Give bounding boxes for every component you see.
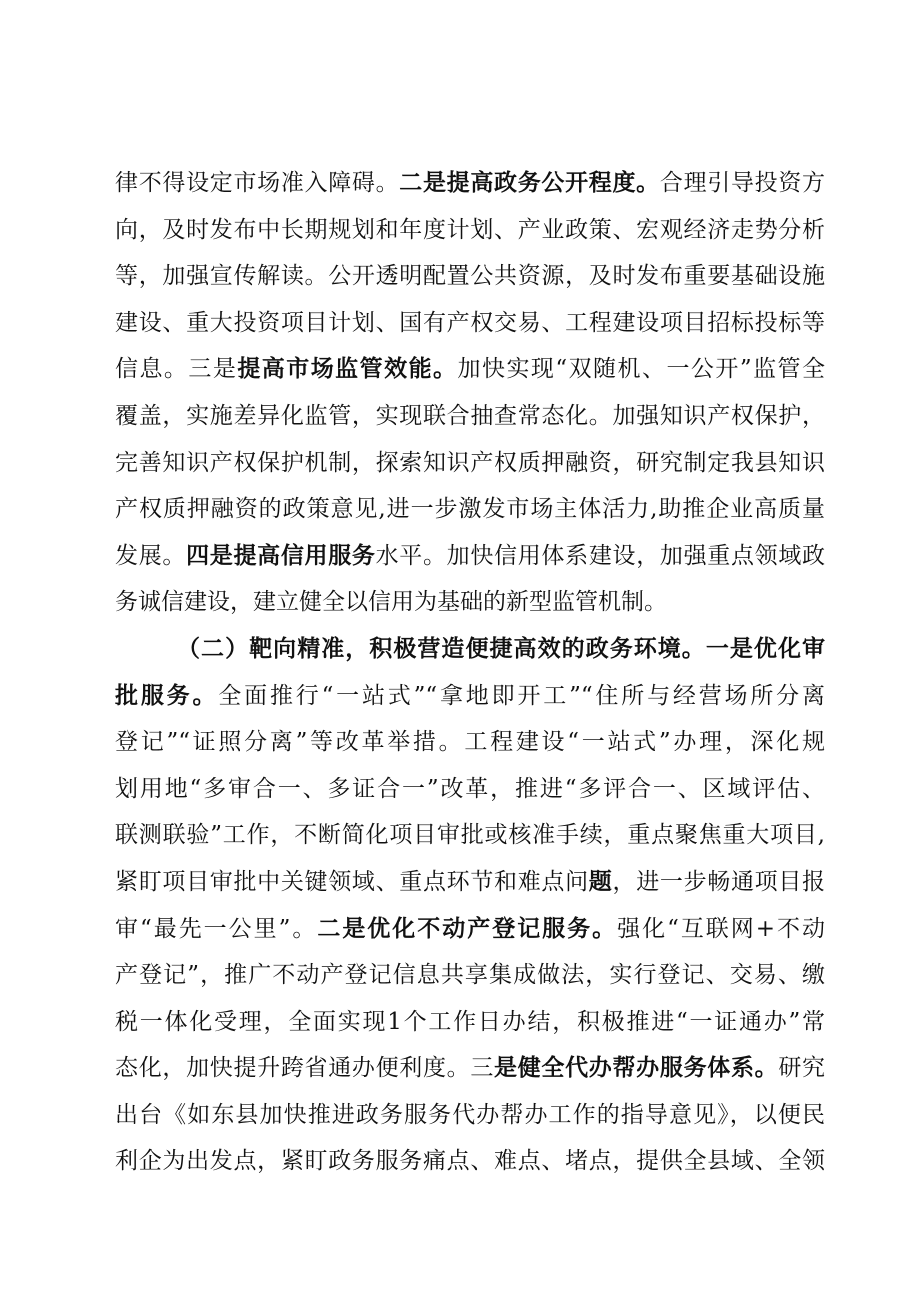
bold-text-segment: 题: [588, 867, 613, 895]
text-line: [115, 1092, 825, 1139]
bold-text-segment: 批服务。: [115, 681, 219, 709]
text-line: [115, 812, 825, 859]
text-line: [115, 999, 825, 1046]
text-segment: 税一体化受理，全面实现1个工作日办结，积极推进“一证通办”常: [115, 1008, 825, 1035]
text-segment: 强化“互联网+不动: [617, 915, 825, 942]
text-segment: 划用地“多审合一、多证合一”改革，推进“多评合一、区域评估、: [115, 775, 825, 802]
text-line: [115, 719, 825, 766]
bold-text-segment: （二）靶向精准，积极营造便捷高效的政务环境。一是优化审: [177, 634, 825, 662]
text-line: [115, 300, 825, 347]
text-line: [115, 1045, 825, 1092]
text-segment: ，进一步畅通项目报: [612, 868, 825, 895]
text-line: [115, 952, 825, 999]
text-line: [115, 440, 825, 487]
text-segment: 等，加强宣传解读。公开透明配置公共资源，及时发布重要基础设施: [115, 263, 825, 290]
text-line: [115, 486, 825, 533]
text-segment: 全面推行“一站式”“拿地即开工”“住所与经营场所分离: [218, 682, 825, 709]
text-segment: 研究: [778, 1055, 825, 1082]
text-segment: 审“最先一公里”。: [115, 915, 318, 942]
text-segment: 登记”“证照分离”等改革举措。工程建设“一站式”办理，深化规: [115, 729, 825, 756]
text-line: [115, 906, 825, 953]
text-segment: 紧盯项目审批中关键领域、重点环节和难点问: [115, 868, 589, 895]
text-line: [115, 859, 825, 906]
text-line: [115, 533, 825, 580]
text-line: [115, 579, 825, 626]
text-line: [115, 253, 825, 300]
text-segment: 产登记”，推广不动产登记信息共享集成做法，实行登记、交易、缴: [115, 962, 825, 989]
text-segment: 出台《如东县加快推进政务服务代办帮办工作的指导意见》，以便民: [115, 1101, 825, 1128]
text-segment: 产权质押融资的政策意见,进一步激发市场主体活力,助推企业高质量: [115, 496, 825, 523]
document-body: [115, 160, 825, 1185]
text-segment: 发展。: [115, 542, 187, 569]
text-line: [115, 346, 825, 393]
bold-text-segment: 二是提高政务公开程度。: [399, 169, 660, 196]
text-line: [115, 393, 825, 440]
bold-text-segment: 四是提高信用服务: [186, 541, 376, 569]
bold-text-segment: 二是优化不动产登记服务。: [317, 914, 618, 942]
text-line: [115, 160, 825, 207]
bold-text-segment: 是健全代办帮办服务体系。: [494, 1054, 779, 1082]
text-segment: 律不得设定市场准入障碍。: [115, 170, 400, 196]
text-segment: 利企为出发点，紧盯政务服务痛点、难点、堵点，提供全县域、全领: [115, 1148, 825, 1175]
text-segment: 完善知识产权保护机制，探索知识产权质押融资，研究制定我县知识: [115, 449, 825, 476]
text-line: [115, 766, 825, 813]
text-segment: 向，及时发布中长期规划和年度计划、产业政策、宏观经济走势分析: [115, 216, 825, 243]
text-line: [115, 207, 825, 254]
text-segment: 信息。三是: [115, 356, 238, 383]
text-segment: 务诚信建设，建立健全以信用为基础的新型监管机制。: [115, 589, 667, 616]
text-segment: 水平。加快信用体系建设，加强重点领域政: [375, 542, 825, 569]
text-segment: 合理引导投资方: [659, 170, 825, 196]
text-line: [115, 673, 825, 720]
text-line: [115, 626, 825, 673]
text-segment: 态化，加快提升跨省通办便利度。三: [115, 1055, 495, 1082]
text-line: [115, 1138, 825, 1185]
text-segment: 加快实现“双随机、一公开”监管全: [457, 356, 825, 383]
text-segment: 建设、重大投资项目计划、国有产权交易、工程建设项目招标投标等: [115, 309, 825, 336]
text-segment: 覆盖，实施差异化监管，实现联合抽查常态化。加强知识产权保护，: [115, 402, 825, 429]
text-segment: 联测联验”工作，不断简化项目审批或核准手续，重点聚焦重大项目,: [115, 822, 825, 849]
bold-text-segment: 提高市场监管效能。: [237, 355, 458, 383]
